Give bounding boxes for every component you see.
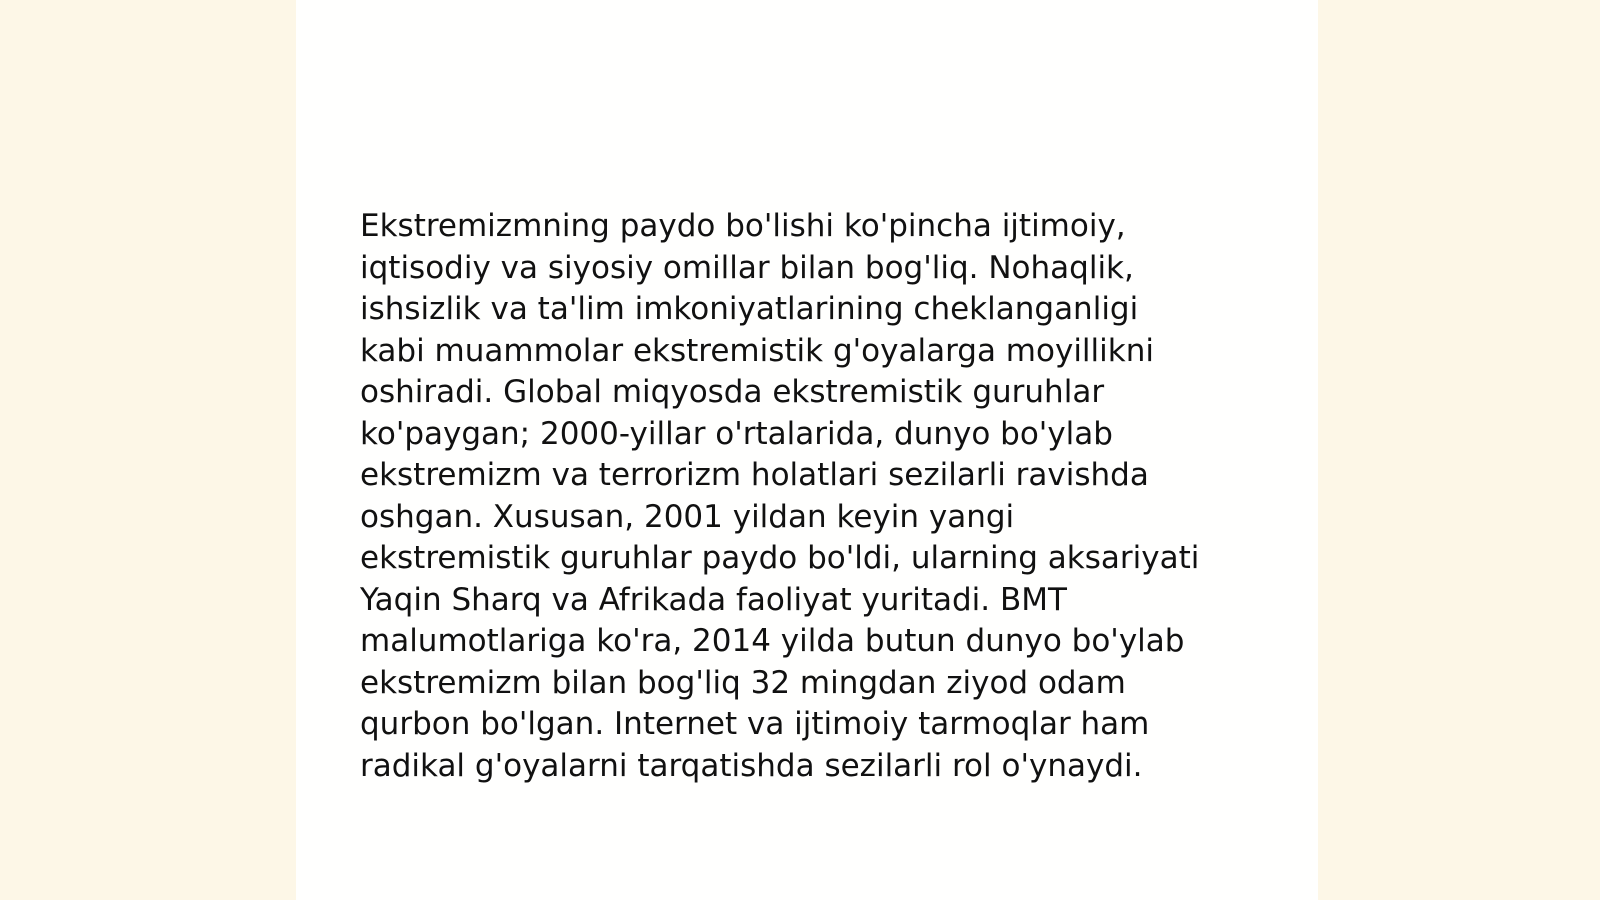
document-page — [296, 0, 1318, 900]
body-paragraph: Ekstremizmning paydo bo'lishi ko'pincha ijtimoiy, iqtisodiy va siyosiy omillar bilan bog'liq. Nohaqlik, ishsizlik va ta'lim imkoniyatlarining cheklanganligi kabi muammolar ekstremistik g'oyalarga moyillikni oshiradi. Global miqyosda ekstremistik guruhlar ko'paygan; 2000-yillar o'rtalarida, dunyo bo'ylab ekstremizm va terrorizm holatlari sezilarli ravishda oshgan. Xususan, 2001 yildan keyin yangi ekstremistik guruhlar paydo bo'ldi, ularning aksariyati Yaqin Sharq va Afrikada faoliyat yuritadi. BMT malumotlariga ko'ra, 2014 yilda butun dunyo bo'ylab ekstremizm bilan bog'liq 32 mingdan ziyod odam qurbon bo'lgan. Internet va ijtimoiy tarmoqlar ham radikal g'oyalarni tarqatishda sezilarli rol o'ynaydi. — [360, 208, 1200, 784]
